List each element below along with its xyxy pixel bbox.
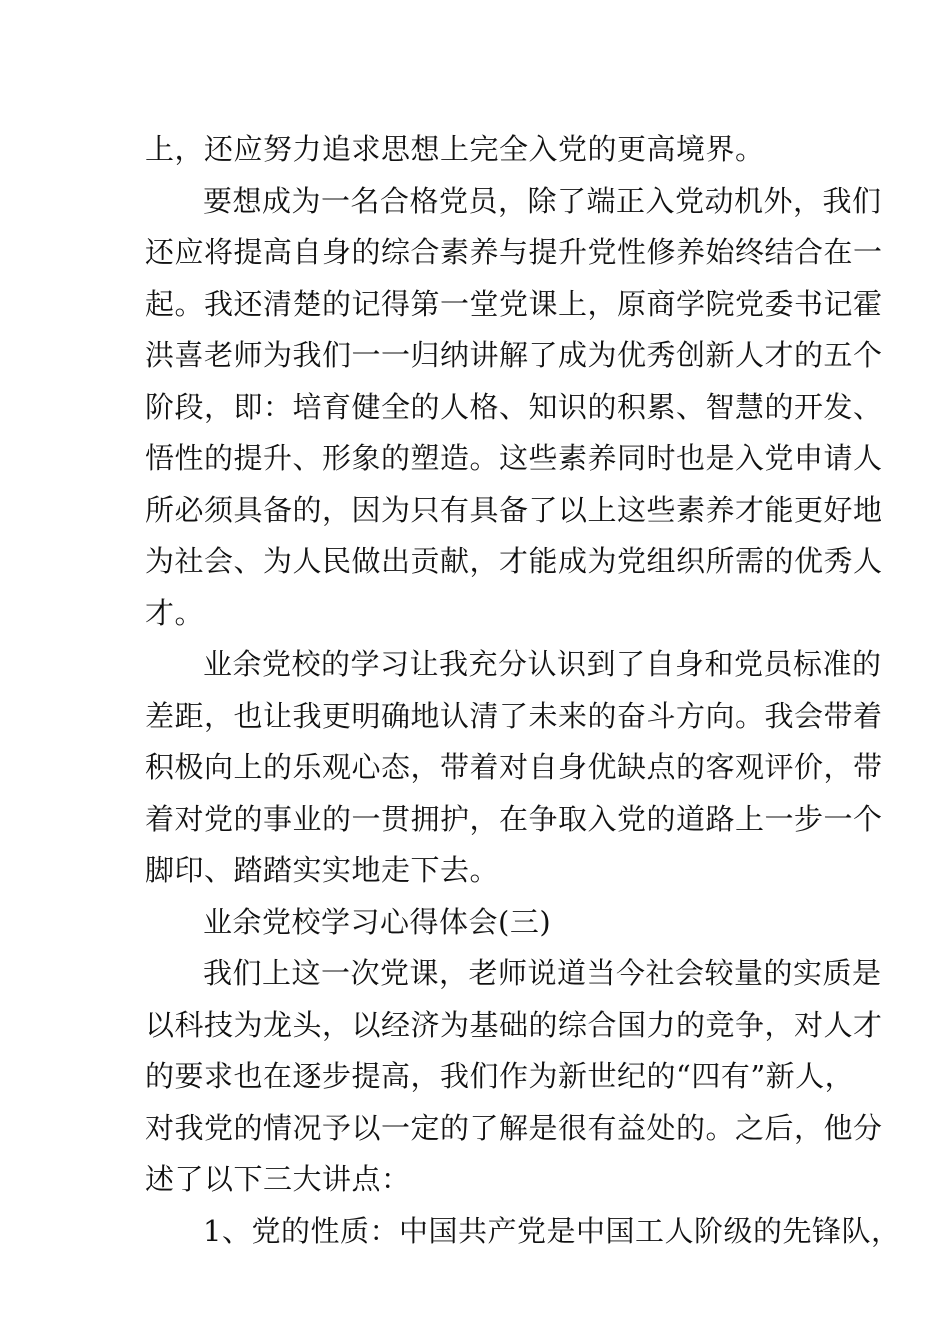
text-line: 才。 [145,595,205,630]
text-line: 洪喜老师为我们一一归纳讲解了成为优秀创新人才的五个 [145,338,883,372]
text-line: 还应将提高自身的综合素养与提升党性修养始终结合在一 [145,235,883,269]
text-line: 述了以下三大讲点： [145,1162,411,1196]
text-line: 以科技为龙头，以经济为基础的综合国力的竞争，对人才 [145,1007,883,1042]
paragraph-start-line: 业余党校的学习让我充分认识到了自身和党员标准的 [203,647,882,681]
text-line: 起。我还清楚的记得第一堂党课上，原商学院党委书记霍 [145,286,883,321]
paragraph-start-line: 1、党的性质：中国共产党是中国工人阶级的先锋队， [203,1213,901,1248]
text-line: 悟性的提升、形象的塑造。这些素养同时也是入党申请人 [145,441,883,475]
text-line: 积极向上的乐观心态，带着对自身优缺点的客观评价，带 [145,750,883,784]
paragraph-start-line: 我们上这一次党课，老师说道当今社会较量的实质是 [203,956,882,990]
document-body [145,124,901,1257]
text-line: 对我党的情况予以一定的了解是很有益处的。之后，他分 [145,1110,883,1145]
section-heading: 业余党校学习心得体会(三) [203,904,552,939]
text-line: 所必须具备的，因为只有具备了以上这些素养才能更好地 [145,492,883,527]
text-line: 脚印、踏踏实实地走下去。 [145,853,500,887]
text-line: 上，还应努力追求思想上完全入党的更高境界。 [145,132,765,166]
text-line: 阶段，即：培育健全的人格、知识的积累、智慧的开发、 [145,389,883,424]
paragraph-start-line: 要想成为一名合格党员，除了端正入党动机外，我们 [203,183,882,218]
text-line: 为社会、为人民做出贡献，才能成为党组织所需的优秀人 [145,544,883,578]
text-line: 差距，也让我更明确地认清了未来的奋斗方向。我会带着 [145,698,883,733]
text-line: 着对党的事业的一贯拥护，在争取入党的道路上一步一个 [145,801,883,836]
text-line: 的要求也在逐步提高，我们作为新世纪的“四有”新人， [145,1059,855,1093]
